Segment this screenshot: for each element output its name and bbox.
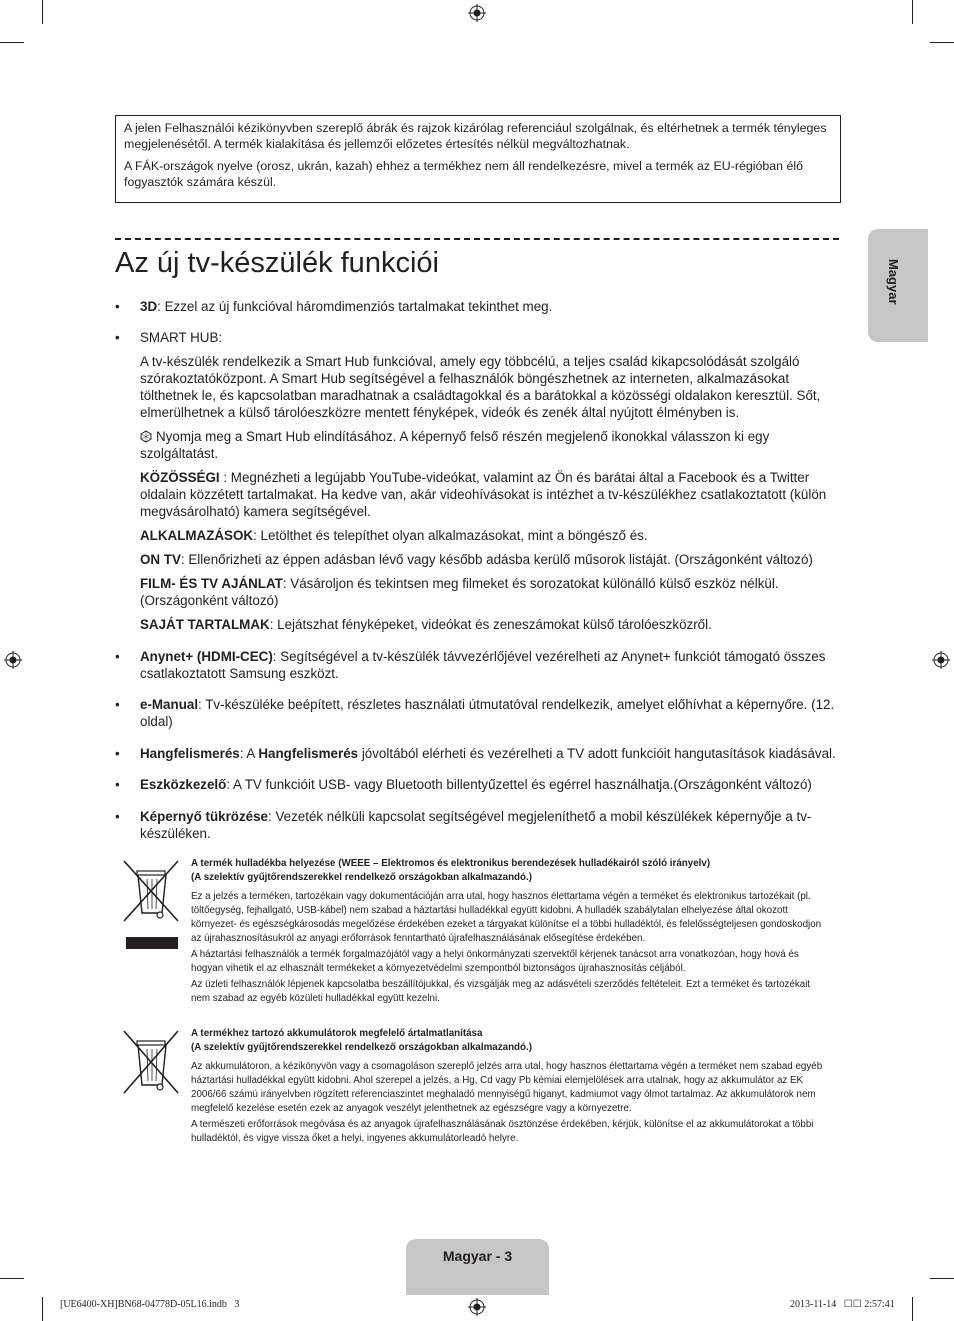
battery-disposal-section <box>191 1027 831 1146</box>
print-date-info: 2013-11-14 ☐☐ 2:57:41 <box>790 1299 895 1310</box>
weee-paragraph: Ez a jelzés a terméken, tartozékain vagy dokumentációján arra utal, hogy hasznos élettartama végén a terméket és elektronikus tartozékait (pl. töltőegység, fejhallgató, USB-kábel) nem szabad a háztartási hulladékkal együtt kidobni. A hulladék szabálytalan elhelyezése által okozott környezet- és egészségkárosodás megelőzése érdekében ezeket a tárgyakat különítse el a többi hulladéktól, és felelősségteljesen gondoskodjon az újrahasznosításukról az anyagi erőforrások fenntartható újrafelhasználásának elősegítése érdekében. <box>191 891 822 944</box>
sub-feature-text: : Ellenőrizheti az éppen adásban lévő vagy később adásba kerülő műsorok listáját. (Országonként változó) <box>180 552 813 567</box>
feature-text: : Vezeték nélküli kapcsolat segítségével megjeleníthető a mobil készülékek képernyője a tv-készüléken. <box>140 809 812 841</box>
feature-label: 3D <box>140 299 158 314</box>
battery-subheading: (A szelektív gyűjtőrendszerekkel rendelkező országokban alkalmazandó.) <box>191 1042 533 1053</box>
feature-anynet <box>115 648 839 682</box>
feature-text: : Tv-készüléke beépített, részletes használati útmutatóval rendelkezik, amelyet előhívhat a képernyőre. (12. oldal) <box>140 697 835 729</box>
page-number: Magyar - 3 <box>442 1248 513 1264</box>
smart-hub-button-icon <box>140 430 152 443</box>
bullet-icon: • <box>115 777 120 792</box>
weee-subheading: (A szelektív gyűjtőrendszerekkel rendelkező országokban alkalmazandó.) <box>191 872 533 883</box>
feature-label: Anynet+ (HDMI-CEC) <box>140 649 273 664</box>
crop-mark <box>930 42 954 43</box>
sub-feature-label: SAJÁT TARTALMAK <box>140 617 270 632</box>
bullet-icon: • <box>115 649 120 664</box>
sub-feature-label: ON TV <box>140 552 181 567</box>
sub-feature-text: : Lejátszhat fényképeket, videókat és zeneszámokat külső tárolóeszközről. <box>269 617 712 632</box>
sub-feature-kozossegi <box>140 469 839 520</box>
bullet-icon: • <box>115 299 120 314</box>
crop-mark <box>930 1278 954 1279</box>
sub-feature-text: : Megnézheti a legújabb YouTube-videókat, valamint az Ön és barátai által a Facebook és a Twitter oldalain közzétett tartalmakat. Ha kedve van, akár videohívásokat is intézhet a tv-készülékhez csatlakoztatott (külön megvásárolható) kamera segítségével. <box>140 470 827 519</box>
sub-feature-film <box>140 575 839 609</box>
language-side-tab <box>868 229 928 342</box>
feature-screen-mirroring <box>115 808 839 842</box>
feature-3d <box>115 298 839 315</box>
sub-feature-sajat <box>140 616 839 633</box>
smart-hub-press-text: Nyomja meg a Smart Hub elindításához. A képernyő felső részén megjelenő ikonokkal válasszon ki egy szolgáltatást. <box>140 429 770 461</box>
feature-text: : A TV funkcióit USB- vagy Bluetooth billentyűzettel és egérrel használhatja.(Országonként változó) <box>226 777 812 792</box>
battery-bin-icon <box>120 1027 182 1097</box>
smart-hub-press <box>140 428 839 462</box>
battery-heading: A termékhez tartozó akkumulátorok megfelelő ártalmatlanítása <box>191 1028 483 1039</box>
sub-feature-label: ALKALMAZÁSOK <box>140 528 254 543</box>
feature-text: jóvoltából elérheti és vezérelheti a TV adott funkcióit hangutasítások kiadásával. <box>358 746 836 761</box>
sub-feature-on-tv <box>140 551 839 568</box>
feature-text: : <box>218 330 223 345</box>
crop-mark <box>42 0 43 24</box>
sub-feature-alkalmazasok <box>140 527 839 544</box>
feature-label: Eszközkezelő <box>140 777 227 792</box>
battery-paragraph: Az akkumulátoron, a kézikönyvön vagy a csomagoláson szereplő jelzés arra utal, hogy hasznos élettartama végén a terméket nem szabad egyéb háztartási hulladékkal együtt kidobni. Ahol szerepel a jelzés, a Hg, Cd vagy Pb kémiai elemjelölések arra utalnak, hogy az akkumulátor az EK 2006/66 számú irányelvben rögzített referenciaszintet meghaladó mennyiségű higanyt, kadmiumot vagy ólmot tartalmaz. Az akkumulátorok nem megfelelő kezelése esetén ezek az anyagok veszélyt jelenthetnek az egészségre vagy a környezetre. <box>191 1061 823 1114</box>
bullet-icon: • <box>115 746 120 761</box>
crop-mark <box>0 1278 24 1279</box>
feature-label: Képernyő tükrözése <box>140 809 268 824</box>
registration-mark-icon <box>468 1298 486 1316</box>
feature-label: e-Manual <box>140 697 199 712</box>
weee-disposal-section <box>191 857 831 1006</box>
feature-text: : Ezzel az új funkcióval háromdimenziós tartalmakat tekinthet meg. <box>157 299 553 314</box>
dashed-divider <box>115 238 839 240</box>
feature-device-manager <box>115 776 839 793</box>
page-number-tab <box>406 1239 549 1295</box>
weee-paragraph: A háztartási felhasználók a termék forgalmazójától vagy a helyi önkormányzati szervektől kérjenek tanácsot arra vonatkozóan, hogy hová és hogyan vihetik el az elhasznált termékeket a környezetvédelmi szempontból biztonságos újrahasznosítás céljából. <box>191 949 799 974</box>
smart-hub-description: A tv-készülék rendelkezik a Smart Hub funkcióval, amely egy többcélú, a teljes család kikapcsolódását szolgáló szórakoztatóközpont. A Smart Hub segítségével a felhasználók böngészhetnek az interneten, alkalmazásokat tölthetnek le, és kapcsolatban maradhatnak a családtagokkal és a barátokkal a közösségi oldalakon keresztül. Sőt, elmerülhetnek a külső tárolóeszközre mentett fényképek, videók és zenék által nyújtott élményben is. <box>140 354 821 420</box>
feature-e-manual <box>115 696 839 730</box>
crop-mark <box>42 1297 43 1321</box>
feature-label: Hangfelismerés <box>140 746 240 761</box>
notice-paragraph: A FÁK-országok nyelve (orosz, ukrán, kazah) ehhez a termékhez nem áll rendelkezésre, mivel a termék az EU-régióban élő fogyasztók számára készül. <box>124 159 804 189</box>
language-side-tab-label: Magyar <box>886 259 901 305</box>
page-title: Az új tv-készülék funkciói <box>115 247 439 279</box>
bullet-icon: • <box>115 330 120 345</box>
bullet-icon: • <box>115 697 120 712</box>
feature-text: : A <box>239 746 259 761</box>
battery-paragraph: A természeti erőforrások megóvása és az anyagok újrafelhasználásának ösztönzése érdekében, kérjük, különítse el az akkumulátorokat a többi hulladéktól, és vigye vissza őket a helyi, ingyenes akkumulátorleadó helyre. <box>191 1119 814 1144</box>
sub-feature-label: KÖZÖSSÉGI <box>140 470 220 485</box>
crop-mark <box>912 0 913 24</box>
weee-paragraph: Az üzleti felhasználók lépjenek kapcsolatba beszállítójukkal, és vizsgálják meg az adásvételi szerződés feltételeit. Ezt a terméket és tartozékait nem szabad az egyéb közületi hulladékkal együtt kezelni. <box>191 979 811 1004</box>
feature-smart-hub <box>115 329 839 346</box>
sub-feature-text: : Letölthet és telepíthet olyan alkalmazásokat, mint a böngésző és. <box>253 528 648 543</box>
feature-label: SMART HUB <box>140 330 219 345</box>
sub-feature-label: FILM- ÉS TV AJÁNLAT <box>140 576 283 591</box>
crop-mark <box>0 42 24 43</box>
print-file-info: [UE6400-XH]BN68-04778D-05L16.indb 3 <box>60 1299 240 1310</box>
registration-mark-icon <box>932 651 950 669</box>
feature-label: Hangfelismerés <box>258 746 359 761</box>
sub-feature-text: : Vásároljon és tekintsen meg filmeket és sorozatokat különálló külső eszköz nélkül. (Országonként változó) <box>140 576 779 608</box>
crop-mark <box>912 1297 913 1321</box>
feature-voice-recognition <box>115 745 839 762</box>
feature-text: : Segítségével a tv-készülék távvezérlőjével vezérelheti az Anynet+ funkciót támogató összes csatlakoztatott Samsung eszközt. <box>140 649 826 681</box>
registration-mark-icon <box>4 651 22 669</box>
notice-box <box>115 115 841 203</box>
bullet-icon: • <box>115 809 120 824</box>
registration-mark-icon <box>468 4 486 22</box>
weee-heading: A termék hulladékba helyezése (WEEE – Elektromos és elektronikus berendezések hulladékairól szóló irányelv) <box>191 858 711 869</box>
weee-bin-icon <box>120 857 182 953</box>
notice-paragraph: A jelen Felhasználói kézikönyvben szereplő ábrák és rajzok kizárólag referenciául szolgálnak, és eltérhetnek a termék tényleges megjelenésétől. A termék kialakítása és jellemzői előzetes értesítés nélkül megváltozhatnak. <box>124 121 827 151</box>
